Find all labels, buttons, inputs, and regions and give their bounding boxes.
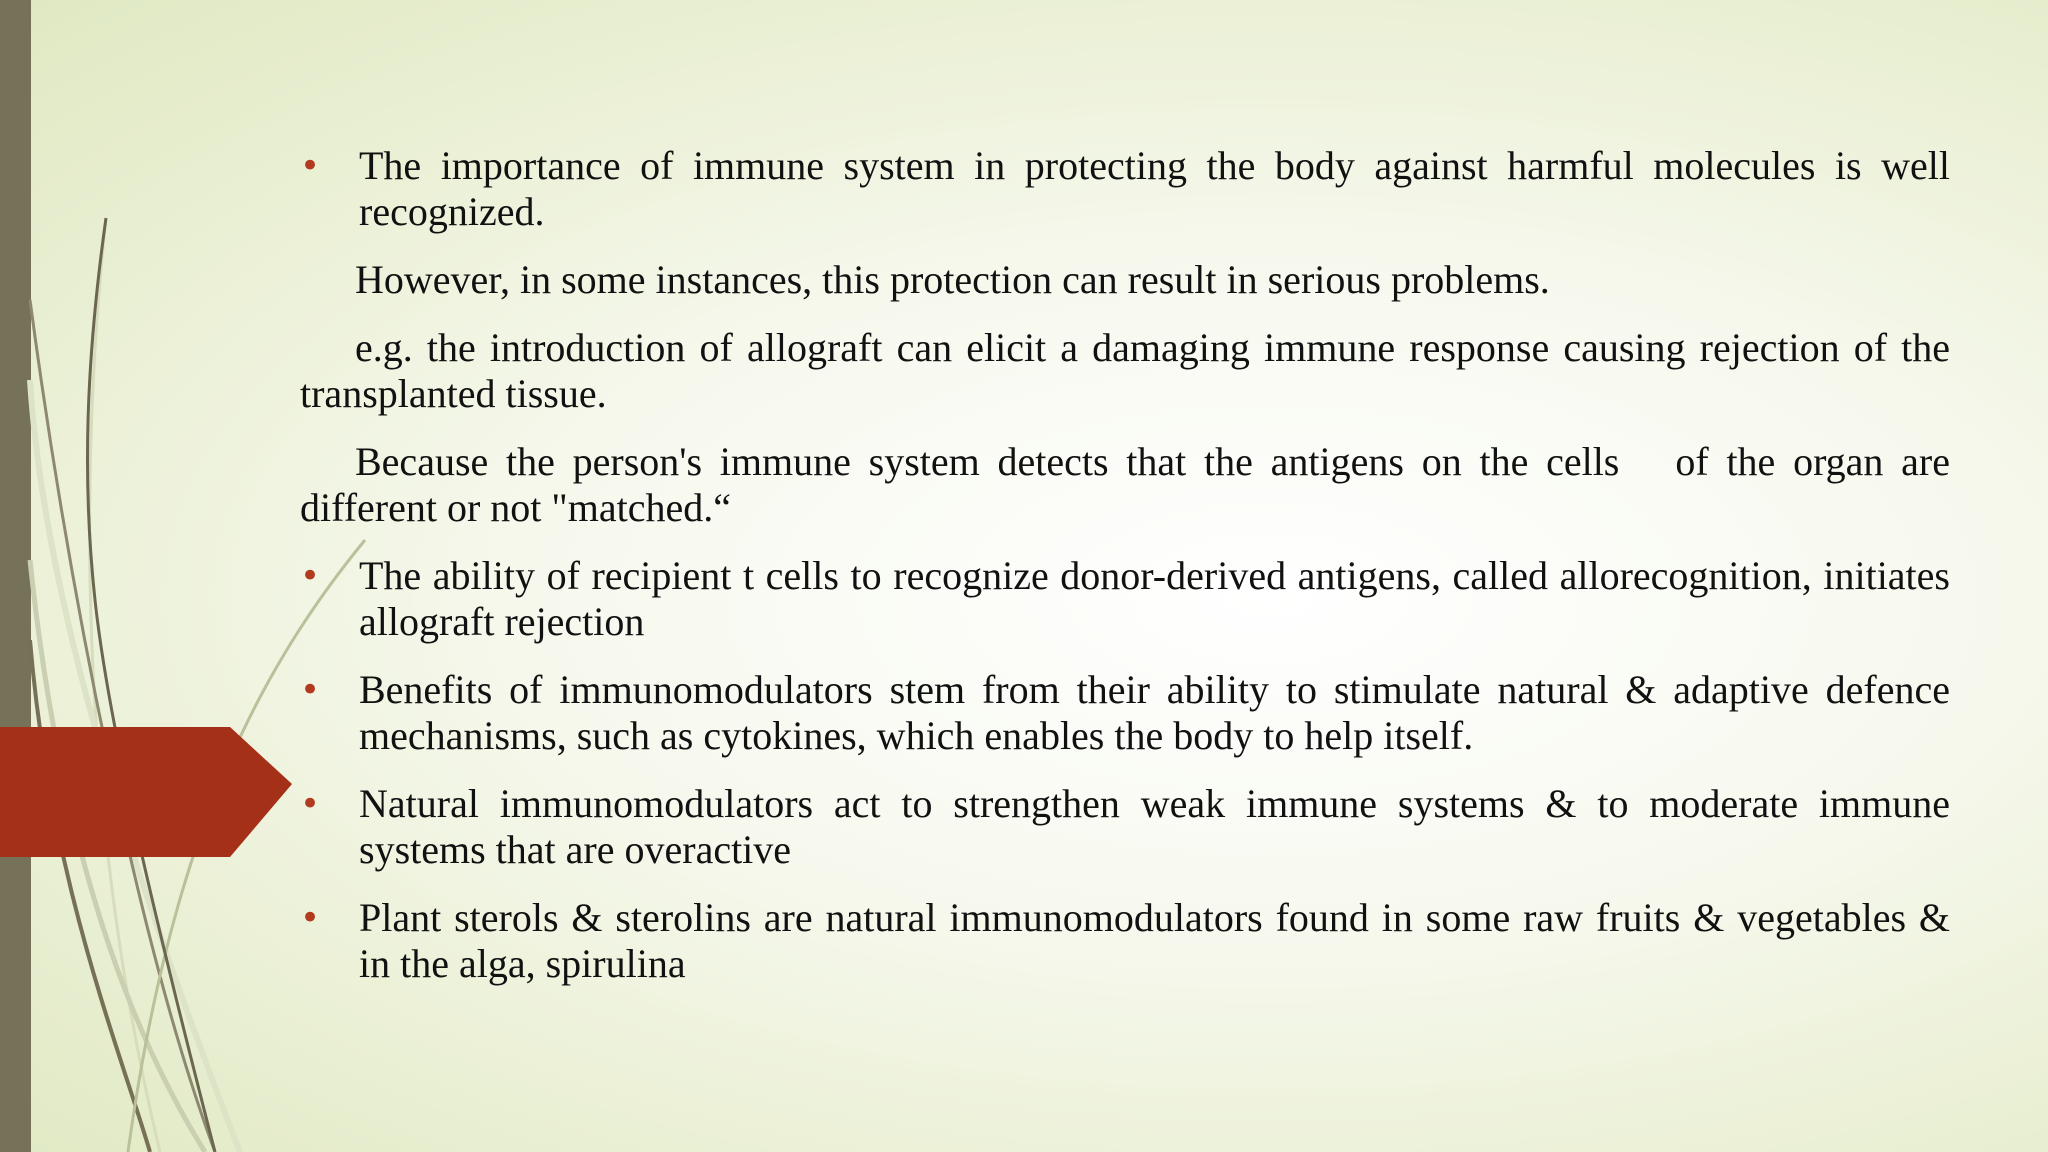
bullet-icon: • (300, 898, 321, 938)
bullet-text: The importance of immune system in protecting the body against harmful molecules is well recognized. (359, 143, 1950, 234)
bullet-item-benefits (300, 667, 1950, 759)
slide-content (300, 143, 1950, 1009)
bullet-text: Benefits of immunomodulators stem from their ability to stimulate natural & adaptive defence mechanisms, such as cytokines, which enables the body to help itself. (359, 667, 1950, 758)
bullet-icon: • (300, 146, 321, 186)
red-pointer-tab (0, 0, 300, 1152)
bullet-text: Plant sterols & sterolins are natural immunomodulators found in some raw fruits & vegetables & in the alga, spirulina (359, 895, 1950, 986)
bullet-item-allorecognition (300, 553, 1950, 645)
bullet-text: Natural immunomodulators act to strengthen weak immune systems & to moderate immune systems that are overactive (359, 781, 1950, 872)
paragraph-because-part2: of the organ are different or not "matched.“ (300, 439, 1950, 530)
bullet-item-immune-importance (300, 143, 1950, 235)
paragraph-however: However, in some instances, this protection can result in serious problems. (355, 257, 1550, 302)
bullet-icon: • (300, 556, 321, 596)
bullet-item-plant-sterols (300, 895, 1950, 987)
paragraph-because-part1: Because the person's immune system detects that the antigens on the cells (355, 439, 1620, 484)
bullet-icon: • (300, 784, 321, 824)
bullet-icon: • (300, 670, 321, 710)
paragraph-example-allograft: e.g. the introduction of allograft can elicit a damaging immune response causing rejection of the transplanted tissue. (300, 325, 1950, 416)
paragraph-because (300, 439, 1950, 531)
bullet-item-natural-immunomodulators (300, 781, 1950, 873)
bullet-text: The ability of recipient t cells to recognize donor-derived antigens, called allorecognition, initiates allograft rejection (359, 553, 1950, 644)
